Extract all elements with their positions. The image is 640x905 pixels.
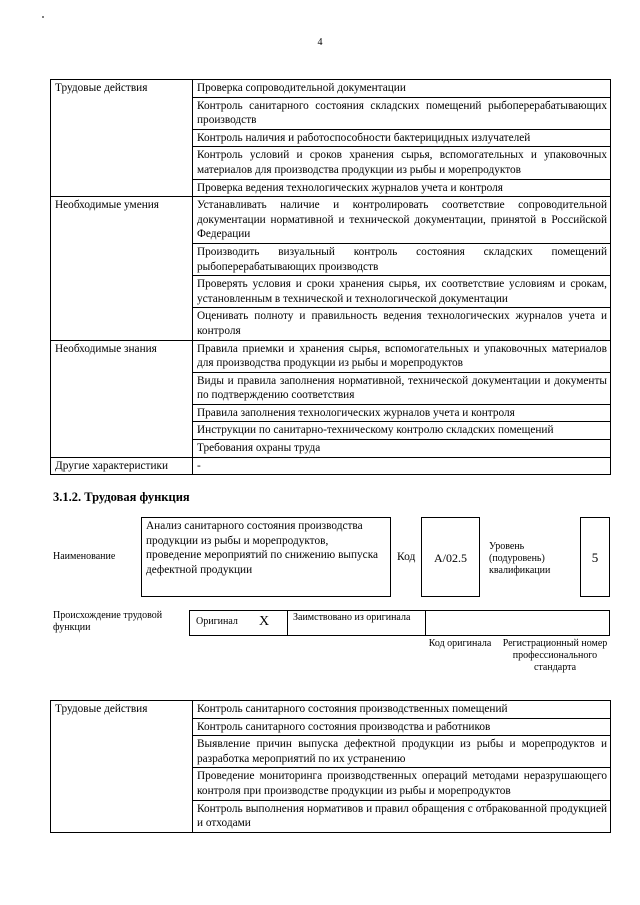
origin-label: Происхождение трудовой функции — [53, 610, 163, 633]
table-cell: Правила приемки и хранения сырья, вспомогательных и упаковочных материалов для производства продукции из рыбы и морепродуктов — [193, 340, 611, 372]
code-value: A/02.5 — [434, 551, 467, 565]
page-number: 4 — [317, 37, 323, 48]
row-label: Трудовые действия — [51, 80, 193, 197]
level-value: 5 — [591, 550, 599, 565]
table-cell: Контроль условий и сроков хранения сырья, вспомогательных и упаковочных материалов для производства продукции из рыбы и морепродуктов — [193, 147, 611, 179]
row-label: Необходимые знания — [51, 340, 193, 457]
code-box — [421, 517, 480, 597]
table-cell: Инструкции по санитарно-техническому контролю складских помещений — [193, 422, 611, 440]
scan-speck — [42, 16, 44, 18]
borrowed-label: Заимствовано из оригинала — [293, 612, 411, 623]
table-cell: Правила заполнения технологических журналов учета и контроля — [193, 404, 611, 422]
table-cell: Контроль санитарного состояния производства и работников — [193, 718, 611, 736]
table-cell: Требования охраны труда — [193, 440, 611, 458]
table-cell: Проверять условия и сроки хранения сырья, их соответствие условиям и срокам, установленным в технической и технологической документации — [193, 276, 611, 308]
labor-function-table-1 — [50, 79, 611, 475]
table-cell: Контроль санитарного состояния производственных помещений — [193, 701, 611, 719]
labor-function-table-2 — [50, 700, 611, 833]
row-label: Необходимые умения — [51, 197, 193, 340]
table-cell: Проведение мониторинга производственных операций методами неразрушающего контроля при производстве продукции из рыбы и морепродуктов — [193, 768, 611, 800]
code-original-caption: Код оригинала — [428, 638, 492, 649]
table-cell: Производить визуальный контроль состояния складских помещений рыбоперерабатывающих производств — [193, 243, 611, 275]
original-mark: X — [259, 614, 270, 629]
level-label: Уровень (подуровень) квалификации — [489, 541, 551, 576]
table-cell: Выявление причин выпуска дефектной продукции из рыбы и морепродуктов и разработка мероприятий по их устранению — [193, 736, 611, 768]
table-cell: Проверка сопроводительной документации — [193, 80, 611, 98]
table-cell: Устанавливать наличие и контролировать соответствие сопроводительной документации нормативной и технической документации, принятой в Российской Федерации — [193, 197, 611, 244]
reg-number-caption: Регистрационный номер профессионального стандарта — [502, 638, 608, 673]
row-label: Трудовые действия — [51, 701, 193, 833]
original-label: Оригинал — [196, 616, 238, 627]
table-cell: - — [193, 457, 611, 475]
table-cell: Виды и правила заполнения нормативной, технической документации и документы по подтверждению соответствия — [193, 372, 611, 404]
table-cell: Проверка ведения технологических журналов учета и контроля — [193, 179, 611, 197]
section-title: 3.1.2. Трудовая функция — [53, 490, 190, 504]
level-box — [580, 517, 610, 597]
code-label: Код — [397, 551, 416, 563]
table-cell: Контроль выполнения нормативов и правил обращения с отбракованной продукцией и отходами — [193, 800, 611, 832]
name-box — [141, 517, 391, 597]
table-cell: Контроль санитарного состояния складских помещений рыбоперерабатывающих производств — [193, 97, 611, 129]
function-name: Анализ санитарного состояния производства продукции из рыбы и морепродуктов, проведение мероприятий по снижению выпуска дефектной продукции — [146, 520, 379, 576]
name-label: Наименование — [53, 551, 116, 562]
table-cell: Оценивать полноту и правильность ведения технологических журналов учета и контроля — [193, 308, 611, 340]
origin-divider — [287, 610, 288, 636]
table-cell: Контроль наличия и работоспособности бактерицидных излучателей — [193, 129, 611, 147]
row-label: Другие характеристики — [51, 457, 193, 475]
origin-divider — [425, 610, 426, 636]
